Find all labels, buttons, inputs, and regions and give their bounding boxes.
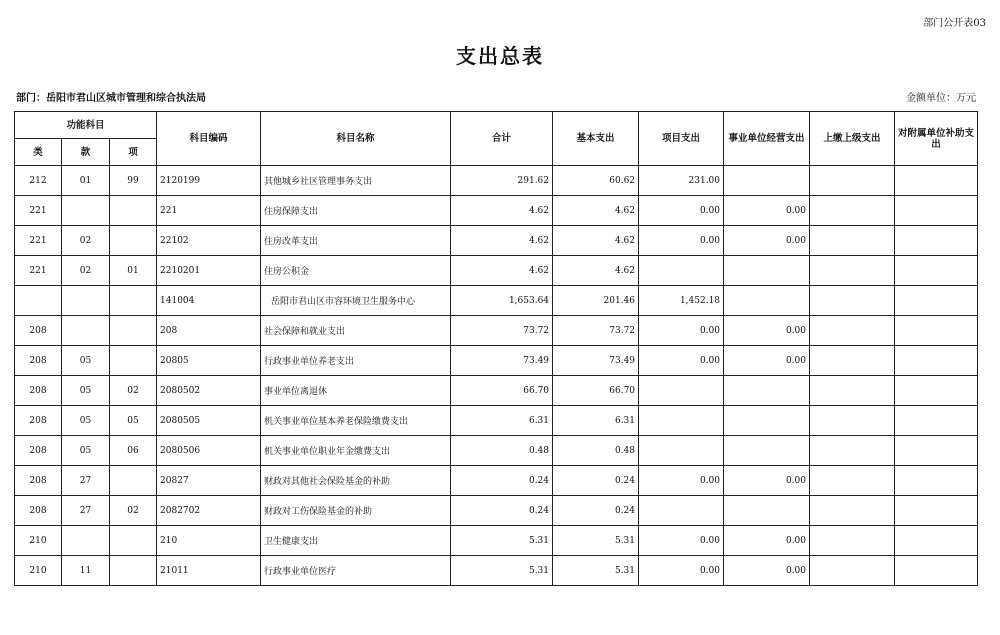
table-row — [15, 256, 978, 286]
amount-unit-label: 金额单位：万元 — [906, 93, 976, 104]
cell-name: 住房保障支出 — [261, 196, 451, 226]
cell-lei: 208 — [15, 466, 62, 496]
cell-business — [724, 166, 810, 196]
cell-name: 住房公积金 — [261, 256, 451, 286]
cell-xiang: 01 — [110, 256, 157, 286]
cell-name: 事业单位离退休 — [261, 376, 451, 406]
cell-name: 其他城乡社区管理事务支出 — [261, 166, 451, 196]
cell-code: 20805 — [157, 346, 261, 376]
table-header-row — [15, 112, 978, 139]
cell-project: 0.00 — [639, 346, 724, 376]
cell-subsidy — [895, 196, 978, 226]
cell-basic: 0.24 — [553, 496, 639, 526]
cell-total: 0.24 — [451, 496, 553, 526]
cell-lei: 208 — [15, 316, 62, 346]
cell-xiang — [110, 316, 157, 346]
cell-code: 2082702 — [157, 496, 261, 526]
cell-project — [639, 406, 724, 436]
cell-xiang — [110, 556, 157, 586]
cell-lei: 208 — [15, 496, 62, 526]
cell-project — [639, 496, 724, 526]
cell-upper — [810, 556, 895, 586]
cell-subsidy — [895, 406, 978, 436]
cell-project: 1,452.18 — [639, 286, 724, 316]
cell-business: 0.00 — [724, 226, 810, 256]
cell-name: 财政对其他社会保险基金的补助 — [261, 466, 451, 496]
cell-business: 0.00 — [724, 556, 810, 586]
cell-xiang — [110, 196, 157, 226]
cell-total: 0.48 — [451, 436, 553, 466]
cell-code: 208 — [157, 316, 261, 346]
cell-code: 2080502 — [157, 376, 261, 406]
cell-upper — [810, 316, 895, 346]
cell-subsidy — [895, 226, 978, 256]
cell-lei: 208 — [15, 376, 62, 406]
cell-project: 231.00 — [639, 166, 724, 196]
cell-lei: 221 — [15, 196, 62, 226]
cell-project: 0.00 — [639, 556, 724, 586]
cell-lei — [15, 286, 62, 316]
cell-subsidy — [895, 436, 978, 466]
cell-name: 行政事业单位养老支出 — [261, 346, 451, 376]
cell-name: 机关事业单位基本养老保险缴费支出 — [261, 406, 451, 436]
cell-basic: 73.72 — [553, 316, 639, 346]
cell-code: 22102 — [157, 226, 261, 256]
cell-name: 财政对工伤保险基金的补助 — [261, 496, 451, 526]
cell-total: 73.49 — [451, 346, 553, 376]
cell-subsidy — [895, 376, 978, 406]
cell-code: 2210201 — [157, 256, 261, 286]
cell-name: 行政事业单位医疗 — [261, 556, 451, 586]
cell-upper — [810, 406, 895, 436]
cell-upper — [810, 286, 895, 316]
cell-code: 221 — [157, 196, 261, 226]
cell-total: 291.62 — [451, 166, 553, 196]
cell-business — [724, 256, 810, 286]
cell-total: 4.62 — [451, 196, 553, 226]
cell-basic: 201.46 — [553, 286, 639, 316]
header-upper: 上缴上级支出 — [810, 112, 895, 166]
cell-basic: 4.62 — [553, 196, 639, 226]
cell-basic: 0.48 — [553, 436, 639, 466]
cell-kuan: 05 — [62, 346, 110, 376]
cell-upper — [810, 256, 895, 286]
table-row — [15, 286, 978, 316]
cell-subsidy — [895, 256, 978, 286]
table-row — [15, 166, 978, 196]
cell-project — [639, 256, 724, 286]
cell-code: 141004 — [157, 286, 261, 316]
cell-lei: 210 — [15, 556, 62, 586]
table-row — [15, 526, 978, 556]
header-xiang: 项 — [110, 139, 157, 166]
table-row — [15, 226, 978, 256]
cell-project: 0.00 — [639, 466, 724, 496]
cell-project — [639, 436, 724, 466]
cell-lei: 221 — [15, 226, 62, 256]
cell-subsidy — [895, 316, 978, 346]
cell-business: 0.00 — [724, 316, 810, 346]
cell-xiang: 99 — [110, 166, 157, 196]
cell-lei: 208 — [15, 406, 62, 436]
cell-basic: 5.31 — [553, 526, 639, 556]
cell-total: 6.31 — [451, 406, 553, 436]
cell-xiang: 05 — [110, 406, 157, 436]
table-row — [15, 466, 978, 496]
expenditure-table — [14, 111, 978, 586]
cell-basic: 66.70 — [553, 376, 639, 406]
header-code: 科目编码 — [157, 112, 261, 166]
cell-xiang — [110, 526, 157, 556]
cell-name: 社会保障和就业支出 — [261, 316, 451, 346]
cell-xiang — [110, 346, 157, 376]
page-title: 支出总表 — [456, 44, 544, 68]
cell-lei: 208 — [15, 346, 62, 376]
cell-kuan: 05 — [62, 406, 110, 436]
cell-lei: 210 — [15, 526, 62, 556]
cell-xiang: 02 — [110, 496, 157, 526]
cell-basic: 5.31 — [553, 556, 639, 586]
cell-kuan — [62, 196, 110, 226]
cell-total: 5.31 — [451, 526, 553, 556]
cell-kuan — [62, 316, 110, 346]
cell-total: 5.31 — [451, 556, 553, 586]
cell-business — [724, 376, 810, 406]
cell-lei: 208 — [15, 436, 62, 466]
cell-code: 210 — [157, 526, 261, 556]
cell-basic: 4.62 — [553, 256, 639, 286]
cell-kuan: 02 — [62, 226, 110, 256]
cell-basic: 60.62 — [553, 166, 639, 196]
cell-code: 2080506 — [157, 436, 261, 466]
cell-upper — [810, 196, 895, 226]
cell-kuan: 27 — [62, 466, 110, 496]
department-label: 部门：岳阳市君山区城市管理和综合执法局 — [16, 93, 206, 104]
cell-upper — [810, 226, 895, 256]
cell-subsidy — [895, 166, 978, 196]
cell-business: 0.00 — [724, 346, 810, 376]
cell-code: 2120199 — [157, 166, 261, 196]
cell-xiang — [110, 466, 157, 496]
header-lei: 类 — [15, 139, 62, 166]
cell-lei: 212 — [15, 166, 62, 196]
cell-kuan: 27 — [62, 496, 110, 526]
cell-xiang — [110, 286, 157, 316]
cell-subsidy — [895, 346, 978, 376]
cell-upper — [810, 346, 895, 376]
table-row — [15, 346, 978, 376]
table-row — [15, 436, 978, 466]
cell-name: 岳阳市君山区市容环境卫生服务中心 — [261, 286, 451, 316]
cell-upper — [810, 526, 895, 556]
cell-kuan — [62, 526, 110, 556]
table-row — [15, 196, 978, 226]
cell-business — [724, 406, 810, 436]
cell-subsidy — [895, 556, 978, 586]
cell-xiang: 06 — [110, 436, 157, 466]
document-code: 部门公开表03 — [923, 18, 986, 29]
cell-kuan — [62, 286, 110, 316]
cell-name: 卫生健康支出 — [261, 526, 451, 556]
table-row — [15, 496, 978, 526]
cell-total: 0.24 — [451, 466, 553, 496]
cell-basic: 0.24 — [553, 466, 639, 496]
cell-kuan: 05 — [62, 376, 110, 406]
header-project: 项目支出 — [639, 112, 724, 166]
cell-business: 0.00 — [724, 196, 810, 226]
header-func-group: 功能科目 — [15, 112, 157, 139]
cell-code: 21011 — [157, 556, 261, 586]
header-total: 合计 — [451, 112, 553, 166]
cell-total: 66.70 — [451, 376, 553, 406]
cell-project — [639, 376, 724, 406]
cell-name: 机关事业单位职业年金缴费支出 — [261, 436, 451, 466]
cell-project: 0.00 — [639, 526, 724, 556]
cell-kuan: 01 — [62, 166, 110, 196]
cell-xiang: 02 — [110, 376, 157, 406]
cell-upper — [810, 436, 895, 466]
cell-subsidy — [895, 496, 978, 526]
header-basic: 基本支出 — [553, 112, 639, 166]
cell-lei: 221 — [15, 256, 62, 286]
cell-kuan: 02 — [62, 256, 110, 286]
cell-upper — [810, 496, 895, 526]
cell-business — [724, 436, 810, 466]
table-row — [15, 556, 978, 586]
cell-total: 1,653.64 — [451, 286, 553, 316]
cell-project: 0.00 — [639, 316, 724, 346]
cell-xiang — [110, 226, 157, 256]
header-business: 事业单位经营支出 — [724, 112, 810, 166]
cell-subsidy — [895, 526, 978, 556]
cell-name: 住房改革支出 — [261, 226, 451, 256]
cell-upper — [810, 166, 895, 196]
table-row — [15, 316, 978, 346]
cell-business — [724, 496, 810, 526]
header-kuan: 款 — [62, 139, 110, 166]
cell-upper — [810, 466, 895, 496]
cell-subsidy — [895, 286, 978, 316]
cell-project: 0.00 — [639, 196, 724, 226]
table-row — [15, 406, 978, 436]
cell-kuan: 11 — [62, 556, 110, 586]
header-name: 科目名称 — [261, 112, 451, 166]
cell-code: 2080505 — [157, 406, 261, 436]
cell-basic: 4.62 — [553, 226, 639, 256]
cell-business: 0.00 — [724, 466, 810, 496]
cell-code: 20827 — [157, 466, 261, 496]
cell-total: 4.62 — [451, 226, 553, 256]
cell-basic: 73.49 — [553, 346, 639, 376]
cell-business: 0.00 — [724, 526, 810, 556]
cell-basic: 6.31 — [553, 406, 639, 436]
table-row — [15, 376, 978, 406]
cell-subsidy — [895, 466, 978, 496]
cell-total: 73.72 — [451, 316, 553, 346]
cell-business — [724, 286, 810, 316]
cell-upper — [810, 376, 895, 406]
cell-project: 0.00 — [639, 226, 724, 256]
cell-kuan: 05 — [62, 436, 110, 466]
header-subsidy: 对附属单位补助支出 — [895, 112, 978, 166]
cell-total: 4.62 — [451, 256, 553, 286]
